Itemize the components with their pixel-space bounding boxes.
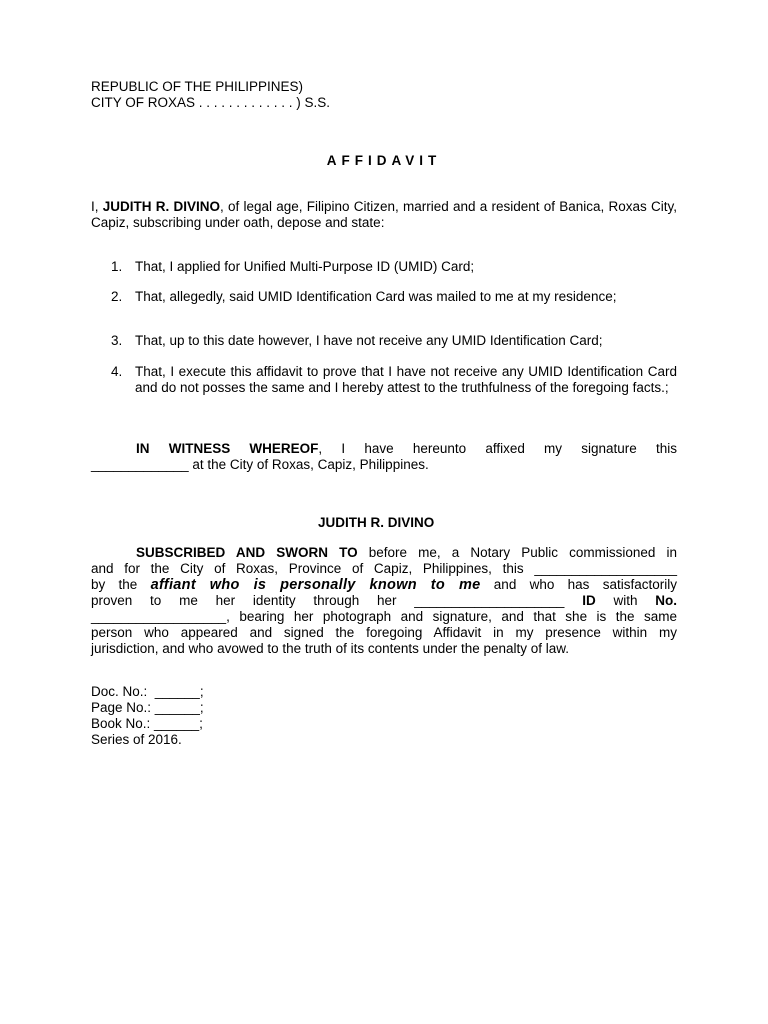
jurat-line-4-pre: proven to me her identity through her ____________________: [91, 593, 583, 608]
list-item-number: 3.: [111, 333, 123, 348]
jurat-line-5: __________________, bearing her photograph and signature, and that she is the same: [91, 609, 677, 624]
jurat-line-4-mid: with: [595, 593, 656, 608]
jurat-bold-lead: SUBSCRIBED AND SWORN TO: [136, 545, 358, 560]
list-item-number: 1.: [111, 259, 123, 274]
jurat-line-3-post: and who has satisfactorily: [480, 577, 677, 592]
intro-rest: , of legal age, Filipino Citizen, married and a resident of Banica, Roxas City, Capiz, subscribing under oath, depose and state:: [91, 199, 677, 230]
jurat-line-4: [91, 593, 677, 609]
venue-line-republic: REPUBLIC OF THE PHILIPPINES): [91, 79, 304, 94]
list-item-text: That, allegedly, said UMID Identification Card was mailed to me at my residence;: [135, 289, 617, 304]
jurat-line-6: person who appeared and signed the foregoing Affidavit in my presence within my: [91, 625, 677, 640]
jurat-paragraph: [91, 545, 677, 657]
signature-name: JUDITH R. DIVINO: [318, 515, 435, 530]
jurat-line-3: [91, 577, 677, 593]
notarial-register: [91, 684, 391, 748]
list-item-text: That, I execute this affidavit to prove that I have not receive any UMID Identification Card and do not posses the same and I hereby attest to the truthfulness of the foregoing facts.;: [135, 364, 677, 395]
page-number: Page No.: ______;: [91, 700, 204, 715]
affiant-phrase: affiant who is personally known to me: [150, 577, 481, 593]
list-item-number: 4.: [111, 364, 123, 379]
venue-header: [91, 79, 491, 111]
venue-line-city: CITY OF ROXAS . . . . . . . . . . . . . ) S.S.: [91, 95, 331, 110]
intro-prefix: I,: [91, 199, 103, 214]
list-item-text: That, up to this date however, I have not receive any UMID Identification Card;: [135, 333, 603, 348]
witness-line-1: [91, 441, 677, 457]
jurat-line-2: and for the City of Roxas, Province of Capiz, Philippines, this ___________________: [91, 561, 677, 576]
jurat-line-3-pre: by the: [91, 577, 151, 592]
document-title: AFFIDAVIT: [326, 153, 442, 168]
jurat-line-7: jurisdiction, and who avowed to the truth of its contents under the penalty of law.: [91, 641, 570, 656]
intro-paragraph: [91, 199, 677, 231]
jurat-line-1: [91, 545, 677, 561]
witness-bold-lead: IN WITNESS WHEREOF: [136, 441, 319, 456]
series-year: Series of 2016.: [91, 732, 182, 747]
witness-paragraph: [91, 441, 677, 473]
id-label: ID: [582, 593, 596, 608]
list-item-number: 2.: [111, 289, 123, 304]
affiant-name: JUDITH R. DIVINO: [102, 199, 220, 214]
witness-line-2: _____________ at the City of Roxas, Capiz, Philippines.: [91, 457, 429, 472]
doc-number: Doc. No.: ______;: [91, 684, 204, 699]
jurat-line-1-rest: before me, a Notary Public commissioned in: [357, 545, 677, 560]
book-number: Book No.: ______;: [91, 716, 203, 731]
list-item-text: That, I applied for Unified Multi-Purpose ID (UMID) Card;: [135, 259, 475, 274]
no-label: No.: [655, 593, 677, 608]
witness-line-1-rest: , I have hereunto affixed my signature this: [318, 441, 678, 456]
